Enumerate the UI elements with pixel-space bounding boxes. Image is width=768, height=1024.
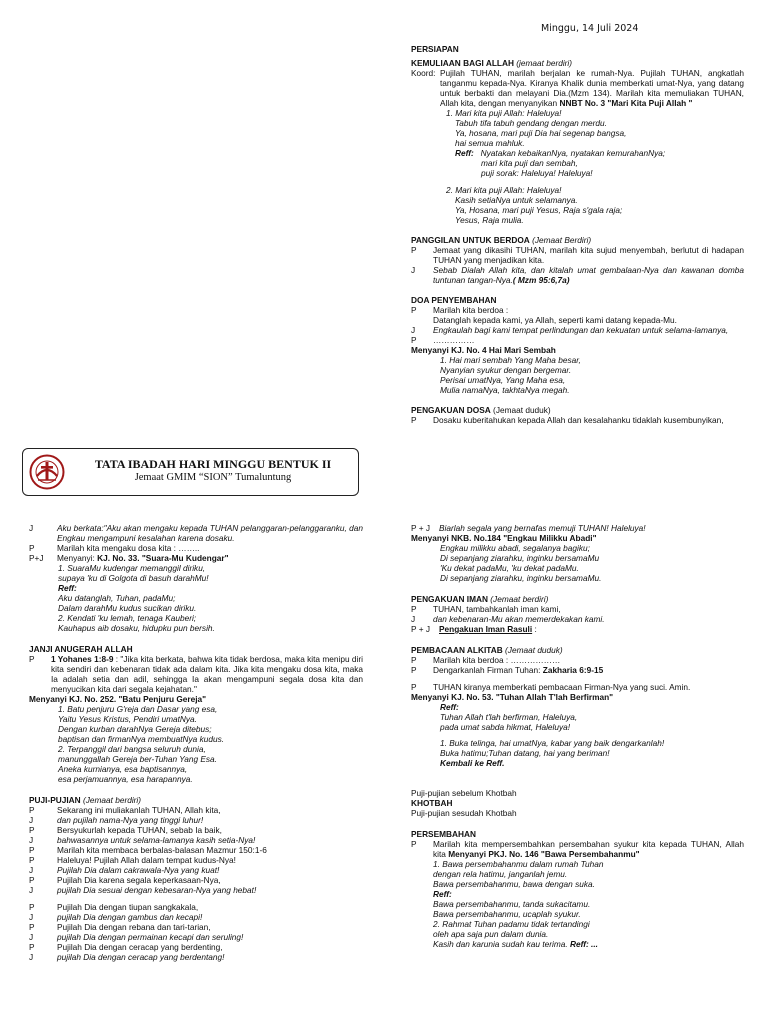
pembacaan-song: Menyanyi KJ. No. 53. "Tuhan Allah T'lah Berfirman" (411, 692, 614, 702)
suara-mu-lines: 1. SuaraMu kudengar memanggil diriku, supaya 'ku di Golgota di basuh darahMu! Reff: Aku datanglah, Tuhan, padaMu; Dalam darahMu kudus sucikan diriku. 2. Kendati 'ku lemah, tenaga Kauberi; Kauhapus aib dosaku, hidupku pun bersih. (58, 563, 215, 633)
biarlah-song-lines: Engkau milikku abadi, segalanya bagiku; Di sepanjang ziarahku, inginku bersamaMu 'Ku dekat padaMu, 'ku dekat padaMu. Di sepanjang ziarahku, inginku bersamaMu. (440, 543, 602, 583)
doa-heading: DOA PENYEMBAHAN (411, 295, 497, 305)
persembahan-song-lines: 1. Bawa persembahanmu dalam rumah Tuhan dengan rela hatimu, janganlah jemu. Bawa persembahanmu, bawa dengan suka. Reff: Bawa persembahanmu, tanda sukacitamu. Bawa persembahanmu, ucaplah syukur. 2. Rahmat Tuhan padamu tidak tertandingi oleh apa saja pun dalam dunia. Kasih dan karunia sudah kau terima. Reff: ... (433, 859, 604, 949)
persiapan-heading: PERSIAPAN (411, 44, 459, 54)
puji-row: J pujilah Dia dengan permainan kecapi dan seruling! (29, 932, 244, 942)
column-top-right (411, 44, 744, 425)
doa-song-lines: 1. Hai mari sembah Yang Maha besar, Nyanyian syukur dengan bergemar. Perisai umatNya, Yang Maha esa, Mulia namaNya, takhtaNya megah. (440, 355, 581, 395)
pengakuan-dosa-p2: P Marilah kita mengaku dosa kita : …….. (29, 543, 200, 553)
pembacaan-song-lines: Reff: Tuhan Allah t'lah berfirman, Haleluya, pada umat sabda hikmat, Haleluya! 1. Buka telinga, hai umatNya, kabar yang baik dengarkanlah! Buka hatimu;Tuhan datang, hai yang beriman! Kembali ke Reff. (440, 702, 665, 768)
kemuliaan-heading: KEMULIAAN BAGI ALLAH (jemaat berdiri) (411, 58, 573, 68)
janji-p: P 1 Yohanes 1:8-9 : "Jika kita berkata, bahwa kita tidak berdosa, maka kita menipu diri kita sendiri dan kebenaran tidak ada dalam kita. Jika kita mengaku dosa kita, maka Ia adalah setia dan adil, sehingga Ia akan mengampuni segala dosa kita dan menyucikan kita dari segala kejahatan." (29, 654, 363, 694)
church-emblem-icon (29, 454, 65, 490)
title-box (22, 448, 359, 496)
pengakuan-iman-pj: P + J Pengakuan Iman Rasuli : (411, 624, 537, 634)
puji-heading: PUJI-PUJIAN (Jemaat berdiri) (29, 795, 142, 805)
doa-j: J Engkaulah bagi kami tempat perlindungan dan kekuatan untuk selama-lamanya, (411, 325, 729, 335)
biarlah-pj: P + J Biarlah segala yang bernafas memuji TUHAN! Haleluya! (411, 523, 646, 533)
kemuliaan-verse-2: 2. Mari kita puji Allah: Haleluya! Kasih setiaNya untuk selamanya. Ya, Hosana, mari puji Yesus, Raja s'gala raja; Yesus, Raja mulia. (446, 185, 623, 225)
puji-row: J Pujilah Dia dalam cakrawala-Nya yang kuat! (29, 865, 220, 875)
doa-p-line2: Datanglah kepada kami, ya Allah, seperti kami datang kepada-Mu. (433, 315, 677, 325)
persembahan-heading: PERSEMBAHAN (411, 829, 476, 839)
doa-p2: P …………… (411, 335, 475, 345)
panggilan-j: J Sebab Dialah Allah kita, dan kitalah umat gembalaan-Nya dan kawanan domba tuntunan tangan-Nya.( Mzm 95:6,7a) (411, 265, 744, 285)
kemuliaan-reff: Reff: Nyatakan kebaikanNya, nyatakan kemurahanNya; mari kita puji dan sembah, puji sorak: Haleluya! Haleluya! (455, 148, 666, 178)
pembacaan-p3: P TUHAN kiranya memberkati pembacaan Firman-Nya yang suci. Amin. (411, 682, 691, 692)
pengakuan-dosa-heading: PENGAKUAN DOSA (Jemaat duduk) (411, 405, 551, 415)
doa-p: P Marilah kita berdoa : (411, 305, 509, 315)
puji-row: J dan pujilah nama-Nya yang tinggi luhur! (29, 815, 204, 825)
puji-row: J pujilah Dia dengan ceracap yang berdentang! (29, 952, 225, 962)
panggilan-heading: PANGGILAN UNTUK BERDOA (Jemaat Berdiri) (411, 235, 592, 245)
puji-row: J bahwasannya untuk selama-lamanya kasih setia-Nya! (29, 835, 256, 845)
khotbah-heading: KHOTBAH (411, 798, 453, 808)
puji-row: P Sekarang ini muliakanlah TUHAN, Allah kita, (29, 805, 221, 815)
puji-row: P Bersyukurlah kepada TUHAN, sebab Ia baik, (29, 825, 222, 835)
puji-row: P Pujilah Dia dengan tiupan sangkakala, (29, 902, 199, 912)
puji-row: P Pujilah Dia karena segala keperkasaan-Nya, (29, 875, 221, 885)
pembacaan-p1: P Marilah kita berdoa : ……………… (411, 655, 561, 665)
column-left (29, 523, 363, 962)
pengakuan-iman-p: P TUHAN, tambahkanlah iman kami, (411, 604, 561, 614)
puji-row: J pujilah Dia sesuai dengan kebesaran-Nya yang hebat! (29, 885, 257, 895)
pengakuan-iman-j: J dan kebenaran-Mu akan memerdekakan kami. (411, 614, 605, 624)
biarlah-song: Menyanyi NKB. No.184 "Engkau Milikku Abadi" (411, 533, 597, 543)
pembacaan-heading: PEMBACAAN ALKITAB (Jemaat duduk) (411, 645, 563, 655)
pengakuan-iman-heading: PENGAKUAN IMAN (Jemaat berdiri) (411, 594, 549, 604)
document-title: TATA IBADAH HARI MINGGU BENTUK II (94, 457, 332, 471)
pengakuan-dosa-pj: P+J Menyanyi: KJ. No. 33. "Suara-Mu Kudengar" (29, 553, 229, 563)
pengakuan-dosa-p: P Dosaku kuberitahukan kepada Allah dan kesalahanku tidaklah kusembunyikan, (411, 415, 724, 425)
document-subtitle: Jemaat GMIM “SION” Tumaluntung (134, 472, 292, 483)
puji-row: P Marilah kita membaca berbalas-balasan Mazmur 150:1-6 (29, 845, 267, 855)
puji-row: P Pujilah Dia dengan rebana dan tari-tarian, (29, 922, 211, 932)
persembahan-p: P Marilah kita mempersembahkan persembahan syukur kita kepada TUHAN, Allah kita Menyanyi PKJ. No. 146 "Bawa Persembahanmu" (411, 839, 744, 859)
puji-row: P Haleluya! Pujilah Allah dalam tempat kudus-Nya! (29, 855, 236, 865)
janji-song: Menyanyi KJ. No. 252. "Batu Penjuru Gereja" (29, 694, 207, 704)
khotbah-before: Puji-pujian sebelum Khotbah (411, 788, 517, 798)
kemuliaan-verse-1: 1. Mari kita puji Allah: Haleluya! Tabuh tifa tabuh gendang dengan merdu. Ya, hosana, mari puji Dia hai segenap bangsa, hai semua mahluk. (446, 108, 627, 148)
khotbah-after: Puji-pujian sesudah Khotbah (411, 808, 517, 818)
pengakuan-dosa-j: J Aku berkata:"Aku akan mengaku kepada TUHAN pelanggaran-pelanggaranku, dan Engkau mengampuni kesalahan karena dosaku. (29, 523, 363, 543)
puji-row: J pujilah Dia dengan gambus dan kecapi! (29, 912, 203, 922)
puji-row: P Pujilah Dia dengan ceracap yang berdenting, (29, 942, 223, 952)
pembacaan-p2: P Dengarkanlah Firman Tuhan: Zakharia 6:9-15 (411, 665, 604, 675)
service-date: Minggu, 14 Juli 2024 (541, 23, 639, 34)
doa-song: Menyanyi KJ. No. 4 Hai Mari Sembah (411, 345, 556, 355)
column-right (411, 523, 744, 949)
janji-song-lines: 1. Batu penjuru G'reja dan Dasar yang esa, Yaitu Yesus Kristus, Pendiri umatNya. Dengan kurban darahNya Gereja ditebus; baptisan dan firmanNya membuatNya kudus. 2. Terpanggil dari bangsa seluruh dunia, manunggallah Gereja ber-Tuhan Yang Esa. Aneka kurnianya, esa baptisannya, esa perjamuannya, esa harapannya. (58, 704, 225, 784)
koord-row: Koord: Pujilah TUHAN, marilah berjalan ke rumah-Nya. Pujilah TUHAN, angkatlah tanganmu kepada-Nya. Kiranya Khalik dunia memberkati umat-Nya, yang datang untuk berbakti dan melayani Dia.(Mzm 134). Marilah kita memuliakan TUHAN, Allah kita, dengan menyanyikan NNBT No. 3 "Mari Kita Puji Allah " (411, 68, 744, 108)
janji-heading: JANJI ANUGERAH ALLAH (29, 644, 133, 654)
panggilan-p: P Jemaat yang dikasihi TUHAN, marilah kita sujud menyembah, berlutut di hadapan TUHAN yang menjadikan kita. (411, 245, 744, 265)
koord-text: Pujilah TUHAN, marilah berjalan ke rumah-Nya. Pujilah TUHAN, angkatlah tanganmu kepada-Nya. Kiranya Khalik dunia memberkati umat-Nya, yang datang untuk berbakti dan melayani Dia.(Mzm 134). Marilah kita memuliakan TUHAN, Allah kita, dengan menyanyikan NNBT No. 3 "Mari Kita Puji Allah " (440, 68, 744, 108)
